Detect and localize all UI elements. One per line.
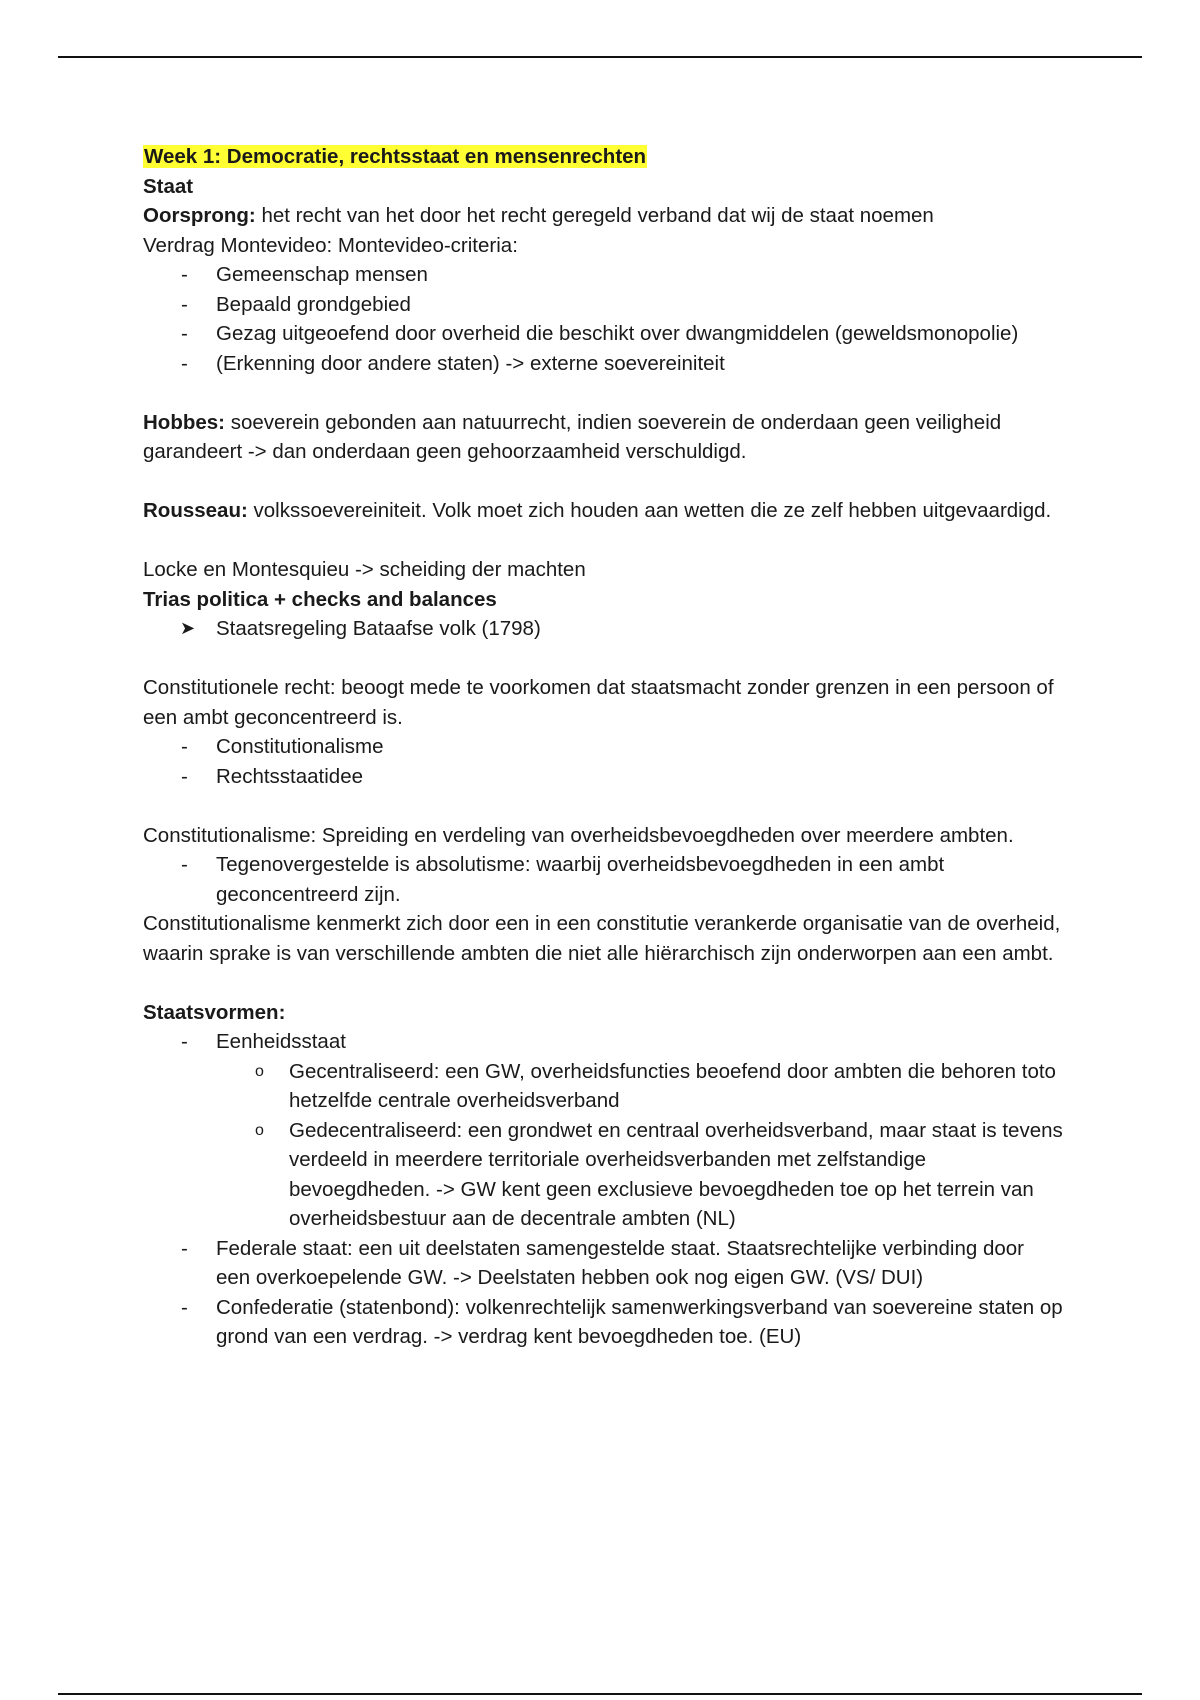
list-item (143, 1293, 1063, 1352)
header-rule (58, 56, 1142, 58)
list-item (143, 290, 1063, 320)
trias-list (143, 614, 1063, 644)
list-item-text: Gedecentraliseerd: een grondwet en centraal overheidsverband, maar staat is tevens verdeeld in meerdere territoriale overheidsverbanden met zelfstandige bevoegdheden. -> GW kent geen exclusieve bevoegdheden toe op het terrein van overheidsbestuur aan de decentrale ambten (NL) (289, 1118, 1063, 1230)
dash-bullet: - (181, 351, 188, 375)
hobbes-paragraph (143, 408, 1063, 467)
list-item (143, 762, 1063, 792)
spacer (143, 791, 1063, 821)
list-item-text: Eenheidsstaat (216, 1030, 346, 1053)
dash-bullet: - (181, 292, 188, 316)
list-item (143, 732, 1063, 762)
list-item-text: (Erkenning door andere staten) -> externe soevereiniteit (216, 351, 725, 375)
list-item (143, 850, 1063, 909)
spacer (143, 378, 1063, 408)
constitutionalisme-kenmerk: Constitutionalisme kenmerkt zich door een in een constitutie verankerde organisatie van de overheid, waarin sprake is van verschillende ambten die niet alle hiërarchisch zijn onderworpen aan een ambt. (143, 912, 1061, 965)
section-heading-staat: Staat (143, 174, 194, 198)
list-item-text: Constitutionalisme (216, 735, 384, 758)
list-item-text: Rechtsstaatidee (216, 764, 364, 788)
rousseau-paragraph (143, 496, 1063, 526)
list-item-text: Tegenovergestelde is absolutisme: waarbij overheidsbevoegdheden in een ambt geconcentreerd zijn. (216, 853, 945, 906)
sub-list-item (216, 1116, 1063, 1234)
list-item-text: Bepaald grondgebied (216, 292, 411, 316)
constitutioneel-paragraph: Constitutionele recht: beoogt mede te voorkomen dat staatsmacht zonder grenzen in een persoon of een ambt geconcentreerd is. (143, 676, 1054, 729)
list-item (143, 614, 1063, 644)
oorsprong-text: het recht van het door het recht geregeld verband dat wij de staat noemen (255, 204, 934, 227)
circle-bullet: o (255, 1062, 264, 1080)
spacer (143, 644, 1063, 674)
trias-heading: Trias politica + checks and balances (143, 587, 497, 611)
dash-bullet: - (181, 764, 188, 788)
dash-bullet: - (181, 263, 188, 286)
dash-bullet: - (181, 1236, 188, 1260)
constitutionalisme-list (143, 850, 1063, 909)
rousseau-label: Rousseau: (143, 499, 248, 522)
hobbes-label: Hobbes: (143, 410, 225, 434)
document-body (143, 142, 1063, 1352)
oorsprong-label: Oorsprong: (143, 204, 256, 227)
list-item (143, 1234, 1063, 1293)
staatsvormen-heading: Staatsvormen: (143, 1000, 286, 1024)
list-item-text: Gemeenschap mensen (216, 263, 428, 286)
list-item (143, 260, 1063, 290)
rousseau-text: volkssoevereiniteit. Volk moet zich houden aan wetten die ze zelf hebben uitgevaardigd. (247, 499, 1052, 522)
page-title: Week 1: Democratie, rechtsstaat en mensenrechten (144, 145, 647, 168)
list-item (143, 319, 1063, 349)
hobbes-text: soeverein gebonden aan natuurrecht, indien soeverein de onderdaan geen veiligheid garandeert -> dan onderdaan geen gehoorzaamheid verschuldigd. (143, 410, 1002, 463)
trias-intro: Locke en Montesquieu -> scheiding der machten (143, 558, 586, 581)
list-item-text: Gecentraliseerd: een GW, overheidsfuncties beoefend door ambten die behoren toto hetzelfde centrale overheidsverband (289, 1059, 1056, 1112)
arrow-bullet-icon: ➤ (180, 618, 196, 638)
list-item-text: Federale staat: een uit deelstaten samengestelde staat. Staatsrechtelijke verbinding door een overkoepelende GW. -> Deelstaten hebben ook nog eigen GW. (VS/ DUI) (216, 1236, 1024, 1289)
montevideo-intro: Verdrag Montevideo: Montevideo-criteria: (143, 233, 518, 257)
list-item-text: Confederatie (statenbond): volkenrechtelijk samenwerkingsverband van soevereine staten op grond van een verdrag. -> verdrag kent bevoegdheden toe. (EU) (216, 1295, 1063, 1348)
dash-bullet: - (181, 322, 188, 345)
sub-list-item (216, 1057, 1063, 1116)
footer-rule (58, 1693, 1142, 1695)
list-item (143, 1027, 1063, 1234)
montevideo-criteria-list (143, 260, 1063, 378)
spacer (143, 526, 1063, 556)
dash-bullet: - (181, 1295, 188, 1319)
spacer (143, 968, 1063, 998)
list-item (143, 349, 1063, 379)
eenheidsstaat-sublist (216, 1057, 1063, 1234)
staatsvormen-list (143, 1027, 1063, 1352)
dash-bullet: - (181, 1030, 188, 1053)
list-item-text: Gezag uitgeoefend door overheid die beschikt over dwangmiddelen (geweldsmonopolie) (216, 322, 1019, 345)
constitutionalisme-paragraph: Constitutionalisme: Spreiding en verdeling van overheidsbevoegdheden over meerdere ambten. (143, 823, 1014, 847)
constitutioneel-list (143, 732, 1063, 791)
circle-bullet: o (255, 1121, 264, 1139)
list-item-text: Staatsregeling Bataafse volk (1798) (216, 617, 541, 640)
oorsprong-paragraph (143, 201, 1063, 231)
dash-bullet: - (181, 735, 188, 758)
dash-bullet: - (181, 853, 188, 876)
spacer (143, 467, 1063, 497)
page-title-line (143, 142, 1063, 172)
